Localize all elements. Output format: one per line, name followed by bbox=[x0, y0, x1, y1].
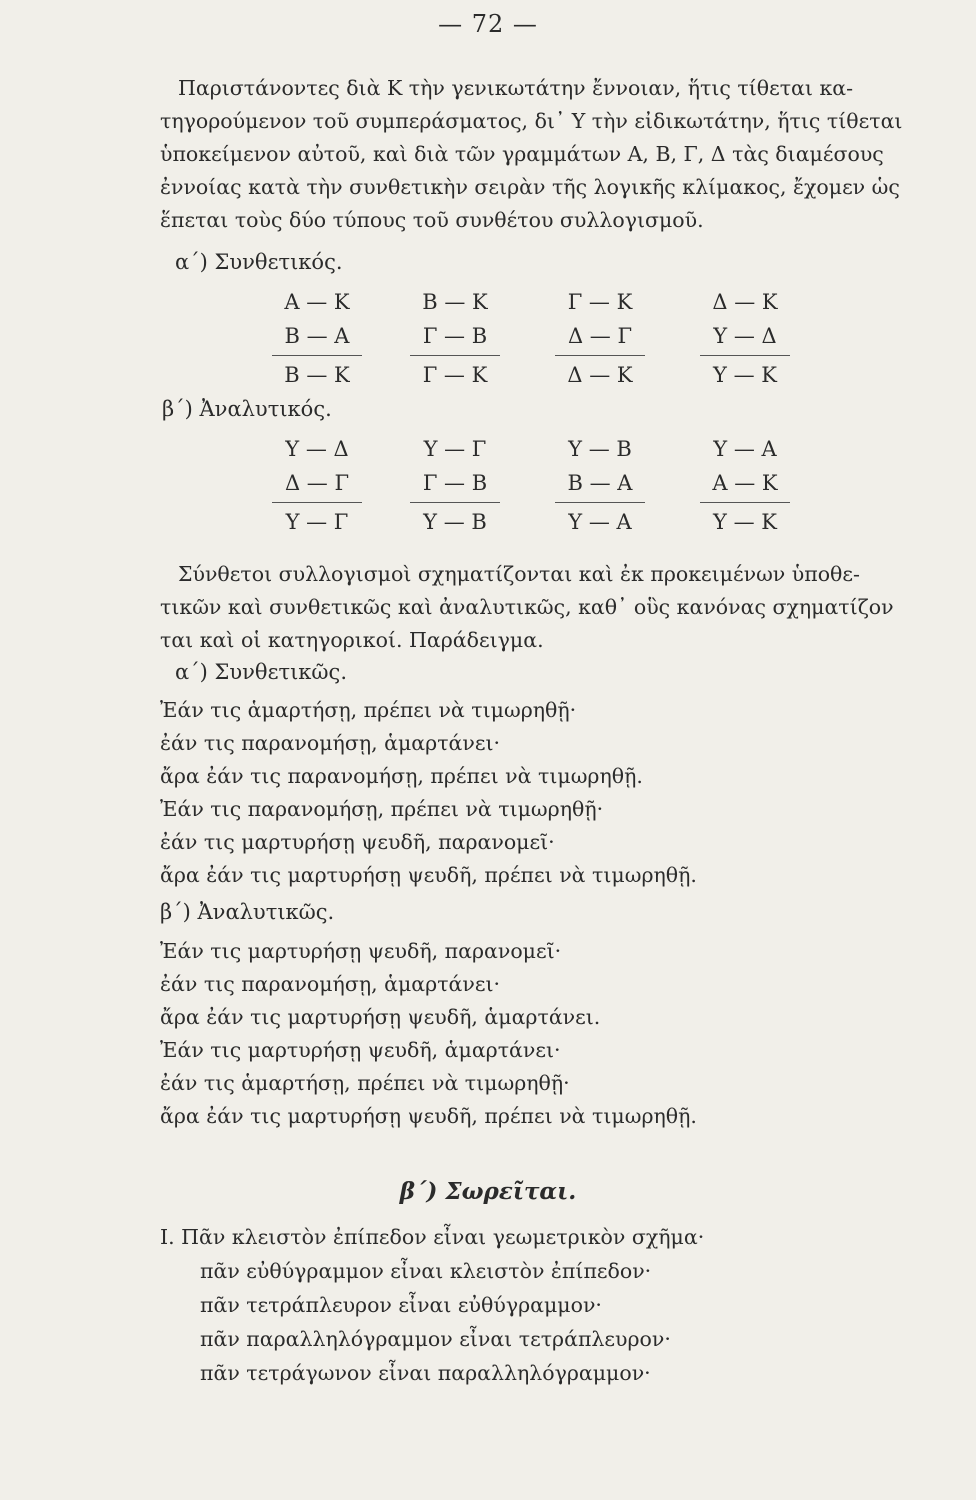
conclusion: Υ — Γ bbox=[285, 510, 349, 534]
premise-2: Δ — Γ bbox=[284, 471, 350, 495]
analytic-syllogism-3 bbox=[545, 432, 655, 539]
conclusion: Δ — Κ bbox=[567, 363, 633, 387]
premise-1: Δ — Κ bbox=[712, 290, 778, 314]
premise-1: Υ — Γ bbox=[423, 437, 487, 461]
text-line: ἐάν τις παρανομήσῃ, ἁμαρτάνει· bbox=[160, 731, 501, 755]
analytic-label: β΄) Ἀναλυτικός. bbox=[162, 397, 332, 421]
premise-1: Υ — Α bbox=[713, 437, 777, 461]
conclusion-rule bbox=[700, 502, 790, 503]
conclusion-rule bbox=[410, 355, 500, 356]
synthetic-label: α΄) Συνθετικός. bbox=[175, 250, 343, 274]
conclusion-rule bbox=[700, 355, 790, 356]
premise-2: Υ — Δ bbox=[713, 324, 777, 348]
text-line: Ἐάν τις παρανομήσῃ, πρέπει νὰ τιμωρηθῇ· bbox=[160, 797, 604, 821]
text-line: ἐάν τις ἁμαρτήσῃ, πρέπει νὰ τιμωρηθῇ· bbox=[160, 1071, 570, 1095]
synthetic-syllogism-1 bbox=[262, 285, 372, 392]
text-line: τικῶν καὶ συνθετικῶς καὶ ἀναλυτικῶς, καθ᾽ οὓς κανόνας σχηματίζον bbox=[160, 595, 894, 619]
text-line: ἄρα ἐάν τις μαρτυρήσῃ ψευδῆ, πρέπει νὰ τιμωρηθῇ. bbox=[160, 1104, 697, 1128]
analytic-syllogism-2 bbox=[400, 432, 510, 539]
premise-2: Γ — Β bbox=[422, 471, 488, 495]
ex-analytic-label: β΄) Ἀναλυτικῶς. bbox=[160, 900, 335, 924]
text-line: ἄρα ἐάν τις παρανομήσῃ, πρέπει νὰ τιμωρηθῇ. bbox=[160, 764, 643, 788]
conclusion: Υ — Κ bbox=[713, 363, 777, 387]
conclusion: Υ — Κ bbox=[713, 510, 777, 534]
synthetic-syllogism-4 bbox=[690, 285, 800, 392]
text-line: ἐννοίας κατὰ τὴν συνθετικὴν σειρὰν τῆς λογικῆς κλίμακος, ἔχομεν ὡς bbox=[160, 175, 900, 199]
premise-1: Υ — Β bbox=[568, 437, 632, 461]
ex-analytic-block bbox=[160, 935, 697, 1133]
text-line: ἐάν τις μαρτυρήσῃ ψευδῆ, παρανομεῖ· bbox=[160, 830, 555, 854]
text-line: ἄρα ἐάν τις μαρτυρήσῃ ψευδῆ, πρέπει νὰ τιμωρηθῇ. bbox=[160, 863, 697, 887]
text-line: ἄρα ἐάν τις μαρτυρήσῃ ψευδῆ, ἁμαρτάνει. bbox=[160, 1005, 601, 1029]
premise-2: Γ — Β bbox=[422, 324, 488, 348]
text-line: I. Πᾶν κλειστὸν ἐπίπεδον εἶναι γεωμετρικὸν σχῆμα· bbox=[160, 1225, 705, 1249]
text-line: ται καὶ οἱ κατηγορικοί. Παράδειγμα. bbox=[160, 628, 544, 652]
text-line: Ἐάν τις ἁμαρτήσῃ, πρέπει νὰ τιμωρηθῇ· bbox=[160, 698, 577, 722]
intro-paragraph bbox=[160, 72, 930, 237]
text-line: Ἐάν τις μαρτυρήσῃ ψευδῆ, ἁμαρτάνει· bbox=[160, 1038, 561, 1062]
text-line: πᾶν παραλληλόγραμμον εἶναι τετράπλευρον· bbox=[200, 1327, 671, 1351]
conclusion: Β — Κ bbox=[284, 363, 350, 387]
conclusion-rule bbox=[555, 502, 645, 503]
premise-1: Υ — Δ bbox=[285, 437, 349, 461]
text-line: πᾶν τετράγωνον εἶναι παραλληλόγραμμον· bbox=[200, 1361, 651, 1385]
text-line: Ἐάν τις μαρτυρήσῃ ψευδῆ, παρανομεῖ· bbox=[160, 939, 562, 963]
sorites-block bbox=[160, 1220, 704, 1390]
compound-paragraph bbox=[160, 558, 930, 657]
conclusion-rule bbox=[272, 502, 362, 503]
conclusion-rule bbox=[555, 355, 645, 356]
premise-2: Β — Α bbox=[284, 324, 350, 348]
premise-1: Α — Κ bbox=[284, 290, 350, 314]
text-line: τηγορούμενον τοῦ συμπεράσματος, δι᾽ Υ τὴν εἰδικωτάτην, ἥτις τίθεται bbox=[160, 109, 903, 133]
text-line: πᾶν τετράπλευρον εἶναι εὐθύγραμμον· bbox=[200, 1293, 602, 1317]
ex-synthetic-block bbox=[160, 694, 697, 892]
premise-2: Β — Α bbox=[567, 471, 633, 495]
conclusion-rule bbox=[272, 355, 362, 356]
text-line: ἐάν τις παρανομήσῃ, ἁμαρτάνει· bbox=[160, 972, 501, 996]
analytic-syllogism-1 bbox=[262, 432, 372, 539]
text-line: ὑποκείμενον αὐτοῦ, καὶ διὰ τῶν γραμμάτων Α, Β, Γ, Δ τὰς διαμέσους bbox=[160, 142, 884, 166]
text-line: ἕπεται τοὺς δύο τύπους τοῦ συνθέτου συλλογισμοῦ. bbox=[160, 208, 704, 232]
premise-1: Β — Κ bbox=[422, 290, 488, 314]
text-line: Παριστάνοντες διὰ Κ τὴν γενικωτάτην ἔννοιαν, ἥτις τίθεται κα- bbox=[178, 76, 854, 100]
text-line: Σύνθετοι συλλογισμοὶ σχηματίζονται καὶ ἐκ προκειμένων ὑποθε- bbox=[178, 562, 860, 586]
premise-1: Γ — Κ bbox=[567, 290, 633, 314]
page-number: — 72 — bbox=[438, 10, 538, 38]
text-line: πᾶν εὐθύγραμμον εἶναι κλειστὸν ἐπίπεδον· bbox=[200, 1259, 652, 1283]
conclusion: Υ — Β bbox=[423, 510, 487, 534]
ex-synthetic-label: α΄) Συνθετικῶς. bbox=[175, 660, 347, 684]
conclusion: Υ — Α bbox=[568, 510, 632, 534]
premise-2: Δ — Γ bbox=[567, 324, 633, 348]
synthetic-syllogism-2 bbox=[400, 285, 510, 392]
conclusion: Γ — Κ bbox=[422, 363, 488, 387]
premise-2: Α — Κ bbox=[712, 471, 778, 495]
analytic-syllogism-4 bbox=[690, 432, 800, 539]
sorites-heading: β΄) Σωρεῖται. bbox=[399, 1178, 577, 1205]
conclusion-rule bbox=[410, 502, 500, 503]
synthetic-syllogism-3 bbox=[545, 285, 655, 392]
